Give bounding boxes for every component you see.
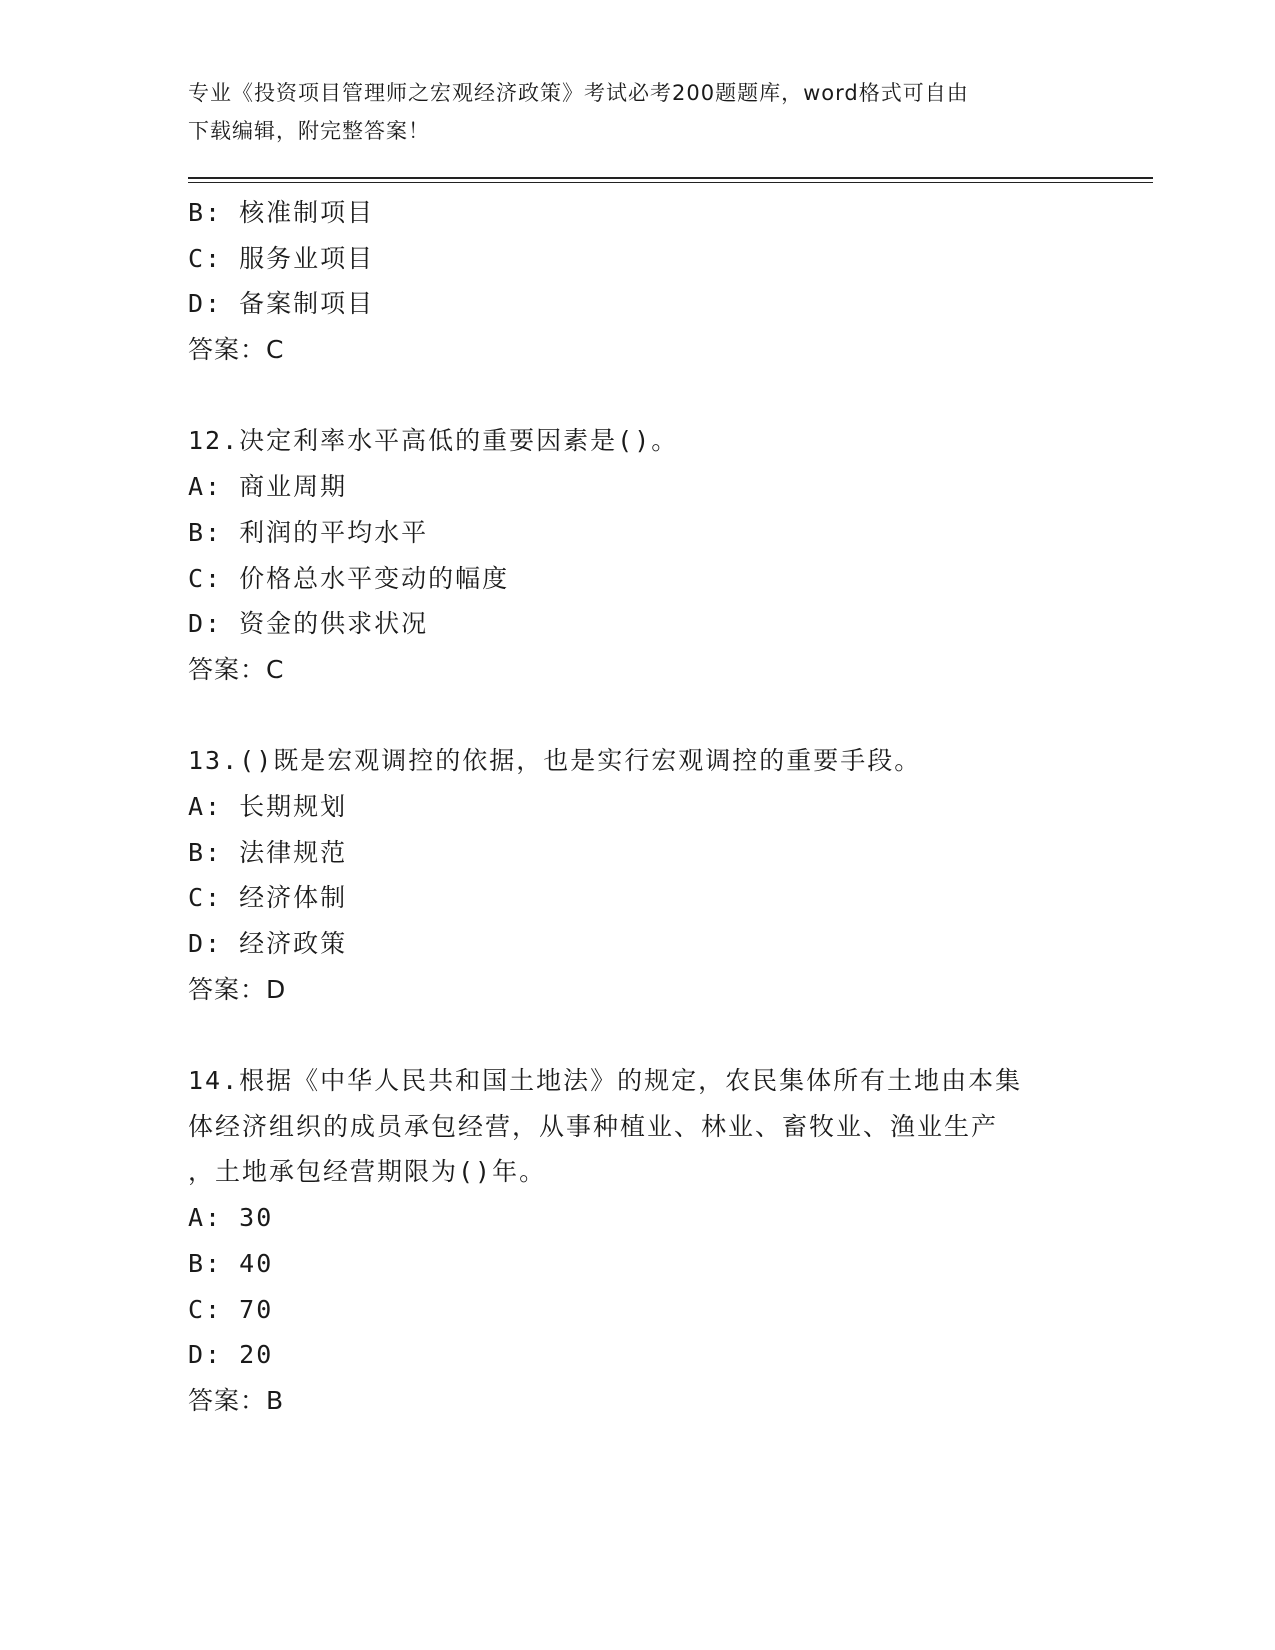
option-a: A: 30 [188, 1203, 274, 1233]
option-b: B: 核准制项目 [188, 198, 375, 227]
question-11-continuation [188, 190, 1088, 373]
question-stem-line-2: 体经济组织的成员承包经营，从事种植业、林业、畜牧业、渔业生产 [188, 1111, 999, 1141]
document-header [188, 74, 1088, 150]
question-stem: 12.决定利率水平高低的重要因素是()。 [188, 426, 679, 456]
question-14 [188, 1058, 1088, 1424]
option-b: B: 40 [188, 1248, 274, 1278]
option-c: C: 价格总水平变动的幅度 [188, 563, 510, 593]
option-a: A: 商业周期 [188, 472, 348, 502]
option-b: B: 法律规范 [188, 837, 348, 867]
option-b: B: 利润的平均水平 [188, 517, 429, 547]
option-d: D: 备案制项目 [188, 289, 375, 319]
option-d: D: 资金的供求状况 [188, 609, 429, 639]
header-line-1: 专业《投资项目管理师之宏观经济政策》考试必考200题题库，word格式可自由 [188, 81, 969, 105]
spacer [188, 693, 1088, 739]
option-c: C: 服务业项目 [188, 243, 375, 273]
spacer [188, 1012, 1088, 1058]
answer-line: 答案：C [188, 654, 285, 684]
answer-line: 答案：B [188, 1385, 285, 1415]
question-13 [188, 738, 1088, 1012]
option-c: C: 经济体制 [188, 883, 348, 913]
question-stem-line-1: 14.根据《中华人民共和国土地法》的规定，农民集体所有土地由本集 [188, 1066, 1023, 1096]
option-d: D: 经济政策 [188, 929, 348, 958]
question-stem-line-3: ，土地承包经营期限为()年。 [188, 1157, 547, 1187]
question-stem: 13.()既是宏观调控的依据，也是实行宏观调控的重要手段。 [188, 746, 922, 776]
header-line-2: 下载编辑，附完整答案！ [188, 119, 430, 143]
question-12 [188, 418, 1088, 692]
option-c: C: 70 [188, 1294, 274, 1324]
spacer [188, 373, 1088, 419]
answer-line: 答案：C [188, 335, 285, 365]
question-list [188, 190, 1088, 1424]
header-divider-thick [188, 177, 1153, 179]
header-divider-thin [188, 182, 1153, 183]
option-a: A: 长期规划 [188, 791, 348, 821]
option-d: D: 20 [188, 1340, 274, 1370]
answer-line: 答案：D [188, 974, 287, 1004]
